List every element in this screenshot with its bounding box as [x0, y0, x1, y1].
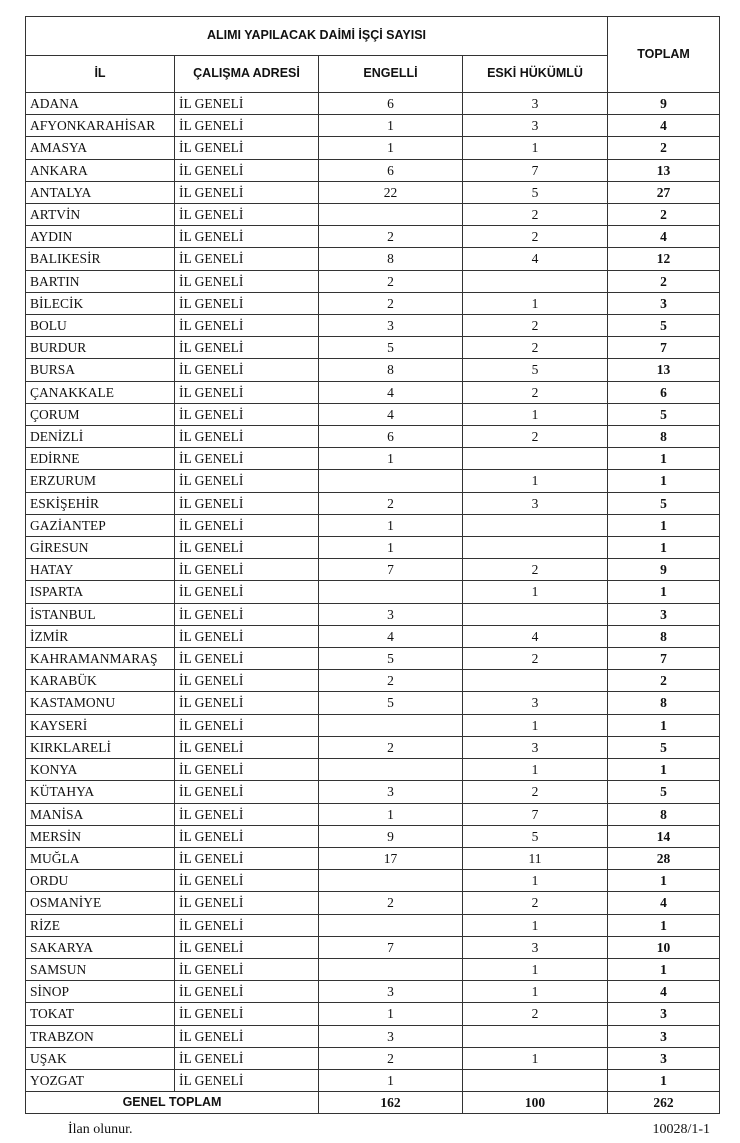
- table-row: [26, 292, 720, 314]
- address-cell: İL GENELİ: [175, 914, 319, 936]
- province-cell: ERZURUM: [26, 470, 175, 492]
- engelli-cell: 4: [319, 403, 463, 425]
- table-row: [26, 93, 720, 115]
- address-cell: İL GENELİ: [175, 714, 319, 736]
- table-row: [26, 714, 720, 736]
- address-cell: İL GENELİ: [175, 115, 319, 137]
- total-label: GENEL TOPLAM: [26, 1092, 319, 1114]
- province-cell: MERSİN: [26, 825, 175, 847]
- toplam-cell: 5: [608, 403, 720, 425]
- eski-hukumlu-cell: 5: [463, 825, 608, 847]
- toplam-cell: 12: [608, 248, 720, 270]
- eski-hukumlu-cell: 1: [463, 759, 608, 781]
- province-cell: ADANA: [26, 93, 175, 115]
- toplam-cell: 7: [608, 337, 720, 359]
- engelli-cell: 2: [319, 892, 463, 914]
- ilan-note: İlan olunur.: [68, 1122, 133, 1137]
- address-cell: İL GENELİ: [175, 581, 319, 603]
- province-cell: ARTVİN: [26, 204, 175, 226]
- engelli-cell: [319, 581, 463, 603]
- address-cell: İL GENELİ: [175, 670, 319, 692]
- engelli-cell: 3: [319, 315, 463, 337]
- province-cell: ORDU: [26, 870, 175, 892]
- province-cell: KAYSERİ: [26, 714, 175, 736]
- table-row: [26, 648, 720, 670]
- engelli-cell: [319, 470, 463, 492]
- address-cell: İL GENELİ: [175, 1069, 319, 1091]
- province-cell: BURSA: [26, 359, 175, 381]
- toplam-cell: 7: [608, 648, 720, 670]
- toplam-cell: 4: [608, 115, 720, 137]
- eski-hukumlu-cell: 5: [463, 359, 608, 381]
- address-cell: İL GENELİ: [175, 137, 319, 159]
- eski-hukumlu-cell: 2: [463, 781, 608, 803]
- table-row: [26, 204, 720, 226]
- eski-hukumlu-cell: [463, 670, 608, 692]
- province-cell: AMASYA: [26, 137, 175, 159]
- toplam-cell: 3: [608, 292, 720, 314]
- table-row: [26, 1003, 720, 1025]
- eski-hukumlu-cell: 1: [463, 914, 608, 936]
- table-row: [26, 981, 720, 1003]
- engelli-cell: 5: [319, 337, 463, 359]
- province-cell: GAZİANTEP: [26, 514, 175, 536]
- table-row: [26, 470, 720, 492]
- engelli-cell: 9: [319, 825, 463, 847]
- province-cell: BOLU: [26, 315, 175, 337]
- engelli-cell: 1: [319, 1069, 463, 1091]
- toplam-cell: 9: [608, 93, 720, 115]
- toplam-cell: 13: [608, 359, 720, 381]
- table-row: [26, 559, 720, 581]
- eski-hukumlu-cell: 1: [463, 981, 608, 1003]
- total-eski-hukumlu: 100: [463, 1092, 608, 1114]
- eski-hukumlu-cell: 4: [463, 625, 608, 647]
- address-cell: İL GENELİ: [175, 1025, 319, 1047]
- engelli-cell: [319, 714, 463, 736]
- eski-hukumlu-cell: 3: [463, 492, 608, 514]
- toplam-cell: 8: [608, 426, 720, 448]
- table-row: [26, 825, 720, 847]
- table-row: [26, 226, 720, 248]
- province-cell: ISPARTA: [26, 581, 175, 603]
- eski-hukumlu-cell: 2: [463, 426, 608, 448]
- engelli-cell: 17: [319, 847, 463, 869]
- address-cell: İL GENELİ: [175, 181, 319, 203]
- province-cell: HATAY: [26, 559, 175, 581]
- engelli-cell: [319, 914, 463, 936]
- address-cell: İL GENELİ: [175, 93, 319, 115]
- address-cell: İL GENELİ: [175, 847, 319, 869]
- address-cell: İL GENELİ: [175, 159, 319, 181]
- table-row: [26, 426, 720, 448]
- toplam-cell: 9: [608, 559, 720, 581]
- eski-hukumlu-cell: 2: [463, 204, 608, 226]
- toplam-cell: 6: [608, 381, 720, 403]
- table-row: [26, 581, 720, 603]
- eski-hukumlu-cell: 1: [463, 292, 608, 314]
- engelli-cell: 2: [319, 292, 463, 314]
- address-cell: İL GENELİ: [175, 315, 319, 337]
- address-cell: İL GENELİ: [175, 736, 319, 758]
- address-cell: İL GENELİ: [175, 648, 319, 670]
- engelli-cell: 2: [319, 492, 463, 514]
- toplam-cell: 5: [608, 492, 720, 514]
- toplam-cell: 3: [608, 603, 720, 625]
- toplam-cell: 1: [608, 514, 720, 536]
- toplam-cell: 1: [608, 581, 720, 603]
- engelli-cell: 1: [319, 137, 463, 159]
- toplam-cell: 3: [608, 1003, 720, 1025]
- province-cell: ÇORUM: [26, 403, 175, 425]
- engelli-cell: [319, 204, 463, 226]
- eski-hukumlu-cell: [463, 1025, 608, 1047]
- table-row: [26, 625, 720, 647]
- province-cell: KASTAMONU: [26, 692, 175, 714]
- toplam-cell: 8: [608, 625, 720, 647]
- toplam-cell: 4: [608, 981, 720, 1003]
- province-cell: KARABÜK: [26, 670, 175, 692]
- address-cell: İL GENELİ: [175, 892, 319, 914]
- engelli-cell: 2: [319, 670, 463, 692]
- province-cell: BURDUR: [26, 337, 175, 359]
- province-cell: BARTIN: [26, 270, 175, 292]
- eski-hukumlu-cell: [463, 1069, 608, 1091]
- toplam-cell: 1: [608, 759, 720, 781]
- table-row: [26, 248, 720, 270]
- eski-hukumlu-cell: 5: [463, 181, 608, 203]
- province-cell: OSMANİYE: [26, 892, 175, 914]
- eski-hukumlu-cell: 1: [463, 870, 608, 892]
- address-cell: İL GENELİ: [175, 1047, 319, 1069]
- address-cell: İL GENELİ: [175, 359, 319, 381]
- province-cell: MUĞLA: [26, 847, 175, 869]
- total-engelli: 162: [319, 1092, 463, 1114]
- toplam-cell: 8: [608, 692, 720, 714]
- province-cell: İSTANBUL: [26, 603, 175, 625]
- address-cell: İL GENELİ: [175, 226, 319, 248]
- province-cell: MANİSA: [26, 803, 175, 825]
- table-row: [26, 692, 720, 714]
- address-cell: İL GENELİ: [175, 248, 319, 270]
- engelli-cell: 8: [319, 248, 463, 270]
- province-cell: YOZGAT: [26, 1069, 175, 1091]
- table-row: [26, 1047, 720, 1069]
- table-row: [26, 870, 720, 892]
- toplam-header: TOPLAM: [608, 17, 720, 93]
- eski-hukumlu-cell: 7: [463, 803, 608, 825]
- table-row: [26, 337, 720, 359]
- header-row-group: [26, 17, 720, 56]
- total-row: [26, 1092, 720, 1114]
- address-cell: İL GENELİ: [175, 825, 319, 847]
- table-row: [26, 448, 720, 470]
- engelli-cell: 4: [319, 625, 463, 647]
- eski-hukumlu-cell: 3: [463, 93, 608, 115]
- table-row: [26, 914, 720, 936]
- province-cell: SAMSUN: [26, 958, 175, 980]
- table-row: [26, 537, 720, 559]
- toplam-cell: 1: [608, 870, 720, 892]
- eski-hukumlu-cell: 7: [463, 159, 608, 181]
- eski-hukumlu-cell: 2: [463, 648, 608, 670]
- engelli-cell: 3: [319, 1025, 463, 1047]
- eski-hukumlu-cell: 1: [463, 137, 608, 159]
- eski-hukumlu-cell: [463, 537, 608, 559]
- toplam-cell: 1: [608, 958, 720, 980]
- eski-hukumlu-cell: 2: [463, 892, 608, 914]
- province-cell: EDİRNE: [26, 448, 175, 470]
- toplam-cell: 14: [608, 825, 720, 847]
- eski-hukumlu-cell: 1: [463, 958, 608, 980]
- engelli-cell: 8: [319, 359, 463, 381]
- province-cell: BİLECİK: [26, 292, 175, 314]
- eski-hukumlu-cell: 2: [463, 226, 608, 248]
- engelli-cell: 7: [319, 559, 463, 581]
- toplam-cell: 2: [608, 204, 720, 226]
- province-cell: İZMİR: [26, 625, 175, 647]
- province-cell: SAKARYA: [26, 936, 175, 958]
- eski-hukumlu-cell: 1: [463, 1047, 608, 1069]
- toplam-cell: 4: [608, 892, 720, 914]
- toplam-cell: 13: [608, 159, 720, 181]
- engelli-cell: 5: [319, 648, 463, 670]
- province-cell: BALIKESİR: [26, 248, 175, 270]
- address-cell: İL GENELİ: [175, 958, 319, 980]
- eski-hukumlu-cell: 2: [463, 337, 608, 359]
- province-cell: ANTALYA: [26, 181, 175, 203]
- address-cell: İL GENELİ: [175, 470, 319, 492]
- eski-hukumlu-cell: 1: [463, 470, 608, 492]
- toplam-cell: 5: [608, 315, 720, 337]
- address-cell: İL GENELİ: [175, 337, 319, 359]
- toplam-cell: 28: [608, 847, 720, 869]
- toplam-cell: 4: [608, 226, 720, 248]
- address-cell: İL GENELİ: [175, 492, 319, 514]
- province-cell: ANKARA: [26, 159, 175, 181]
- eski-hukumlu-cell: 3: [463, 115, 608, 137]
- engelli-cell: [319, 759, 463, 781]
- engelli-cell: 2: [319, 226, 463, 248]
- toplam-cell: 1: [608, 914, 720, 936]
- engelli-cell: 3: [319, 981, 463, 1003]
- address-cell: İL GENELİ: [175, 559, 319, 581]
- address-cell: İL GENELİ: [175, 625, 319, 647]
- eski-hukumlu-cell: 1: [463, 581, 608, 603]
- table-row: [26, 1025, 720, 1047]
- province-cell: GİRESUN: [26, 537, 175, 559]
- province-cell: TOKAT: [26, 1003, 175, 1025]
- province-cell: KÜTAHYA: [26, 781, 175, 803]
- toplam-cell: 1: [608, 470, 720, 492]
- toplam-cell: 1: [608, 1069, 720, 1091]
- eski-hukumlu-cell: [463, 514, 608, 536]
- address-cell: İL GENELİ: [175, 759, 319, 781]
- table-row: [26, 892, 720, 914]
- eski-hukumlu-cell: [463, 603, 608, 625]
- table-row: [26, 803, 720, 825]
- engelli-cell: 1: [319, 537, 463, 559]
- toplam-cell: 2: [608, 137, 720, 159]
- address-cell: İL GENELİ: [175, 204, 319, 226]
- engelli-cell: 5: [319, 692, 463, 714]
- address-cell: İL GENELİ: [175, 381, 319, 403]
- province-cell: SİNOP: [26, 981, 175, 1003]
- province-cell: ÇANAKKALE: [26, 381, 175, 403]
- table-row: [26, 115, 720, 137]
- address-cell: İL GENELİ: [175, 603, 319, 625]
- table-row: [26, 403, 720, 425]
- address-cell: İL GENELİ: [175, 981, 319, 1003]
- reference-number: 10028/1-1: [652, 1122, 710, 1137]
- eski-hukumlu-header: ESKİ HÜKÜMLÜ: [463, 56, 608, 93]
- engelli-cell: 2: [319, 1047, 463, 1069]
- toplam-cell: 3: [608, 1047, 720, 1069]
- engelli-header: ENGELLİ: [319, 56, 463, 93]
- address-cell: İL GENELİ: [175, 403, 319, 425]
- address-cell: İL GENELİ: [175, 270, 319, 292]
- eski-hukumlu-cell: [463, 270, 608, 292]
- engelli-cell: 4: [319, 381, 463, 403]
- toplam-cell: 3: [608, 1025, 720, 1047]
- province-cell: UŞAK: [26, 1047, 175, 1069]
- toplam-cell: 5: [608, 781, 720, 803]
- engelli-cell: 22: [319, 181, 463, 203]
- eski-hukumlu-cell: 3: [463, 736, 608, 758]
- il-header: İL: [26, 56, 175, 93]
- toplam-cell: 1: [608, 448, 720, 470]
- eski-hukumlu-cell: 2: [463, 559, 608, 581]
- table-row: [26, 670, 720, 692]
- engelli-cell: 1: [319, 514, 463, 536]
- eski-hukumlu-cell: [463, 448, 608, 470]
- province-cell: DENİZLİ: [26, 426, 175, 448]
- address-cell: İL GENELİ: [175, 936, 319, 958]
- engelli-cell: 3: [319, 781, 463, 803]
- address-cell: İL GENELİ: [175, 803, 319, 825]
- eski-hukumlu-cell: 3: [463, 692, 608, 714]
- eski-hukumlu-cell: 1: [463, 403, 608, 425]
- engelli-cell: 6: [319, 426, 463, 448]
- address-cell: İL GENELİ: [175, 1003, 319, 1025]
- address-cell: İL GENELİ: [175, 514, 319, 536]
- engelli-cell: 1: [319, 1003, 463, 1025]
- table-row: [26, 492, 720, 514]
- table-row: [26, 936, 720, 958]
- eski-hukumlu-cell: 11: [463, 847, 608, 869]
- group-header: ALIMI YAPILACAK DAİMİ İŞÇİ SAYISI: [26, 17, 608, 56]
- table-row: [26, 781, 720, 803]
- table-row: [26, 1069, 720, 1091]
- table-row: [26, 847, 720, 869]
- eski-hukumlu-cell: 2: [463, 315, 608, 337]
- engelli-cell: 6: [319, 93, 463, 115]
- table-row: [26, 137, 720, 159]
- total-toplam: 262: [608, 1092, 720, 1114]
- toplam-cell: 1: [608, 537, 720, 559]
- table-row: [26, 514, 720, 536]
- address-cell: İL GENELİ: [175, 781, 319, 803]
- table-body: [26, 93, 720, 1092]
- eski-hukumlu-cell: 2: [463, 381, 608, 403]
- engelli-cell: 1: [319, 803, 463, 825]
- province-cell: ESKİŞEHİR: [26, 492, 175, 514]
- address-cell: İL GENELİ: [175, 426, 319, 448]
- engelli-cell: [319, 958, 463, 980]
- table-row: [26, 315, 720, 337]
- engelli-cell: 2: [319, 270, 463, 292]
- toplam-cell: 2: [608, 670, 720, 692]
- eski-hukumlu-cell: 2: [463, 1003, 608, 1025]
- table-row: [26, 736, 720, 758]
- engelli-cell: 6: [319, 159, 463, 181]
- province-cell: AYDIN: [26, 226, 175, 248]
- province-cell: RİZE: [26, 914, 175, 936]
- table-row: [26, 359, 720, 381]
- toplam-cell: 8: [608, 803, 720, 825]
- table-row: [26, 381, 720, 403]
- address-cell: İL GENELİ: [175, 448, 319, 470]
- adres-header: ÇALIŞMA ADRESİ: [175, 56, 319, 93]
- eski-hukumlu-cell: 1: [463, 714, 608, 736]
- recruitment-table: [25, 16, 720, 1114]
- province-cell: KIRKLARELİ: [26, 736, 175, 758]
- province-cell: AFYONKARAHİSAR: [26, 115, 175, 137]
- table-row: [26, 270, 720, 292]
- table-row: [26, 603, 720, 625]
- province-cell: KAHRAMANMARAŞ: [26, 648, 175, 670]
- engelli-cell: 1: [319, 115, 463, 137]
- address-cell: İL GENELİ: [175, 692, 319, 714]
- toplam-cell: 1: [608, 714, 720, 736]
- table-row: [26, 159, 720, 181]
- table-row: [26, 958, 720, 980]
- address-cell: İL GENELİ: [175, 537, 319, 559]
- toplam-cell: 10: [608, 936, 720, 958]
- engelli-cell: 2: [319, 736, 463, 758]
- toplam-cell: 2: [608, 270, 720, 292]
- province-cell: KONYA: [26, 759, 175, 781]
- engelli-cell: 7: [319, 936, 463, 958]
- toplam-cell: 5: [608, 736, 720, 758]
- province-cell: TRABZON: [26, 1025, 175, 1047]
- toplam-cell: 27: [608, 181, 720, 203]
- engelli-cell: [319, 870, 463, 892]
- address-cell: İL GENELİ: [175, 870, 319, 892]
- table-row: [26, 181, 720, 203]
- address-cell: İL GENELİ: [175, 292, 319, 314]
- engelli-cell: 1: [319, 448, 463, 470]
- table-row: [26, 759, 720, 781]
- eski-hukumlu-cell: 4: [463, 248, 608, 270]
- engelli-cell: 3: [319, 603, 463, 625]
- eski-hukumlu-cell: 3: [463, 936, 608, 958]
